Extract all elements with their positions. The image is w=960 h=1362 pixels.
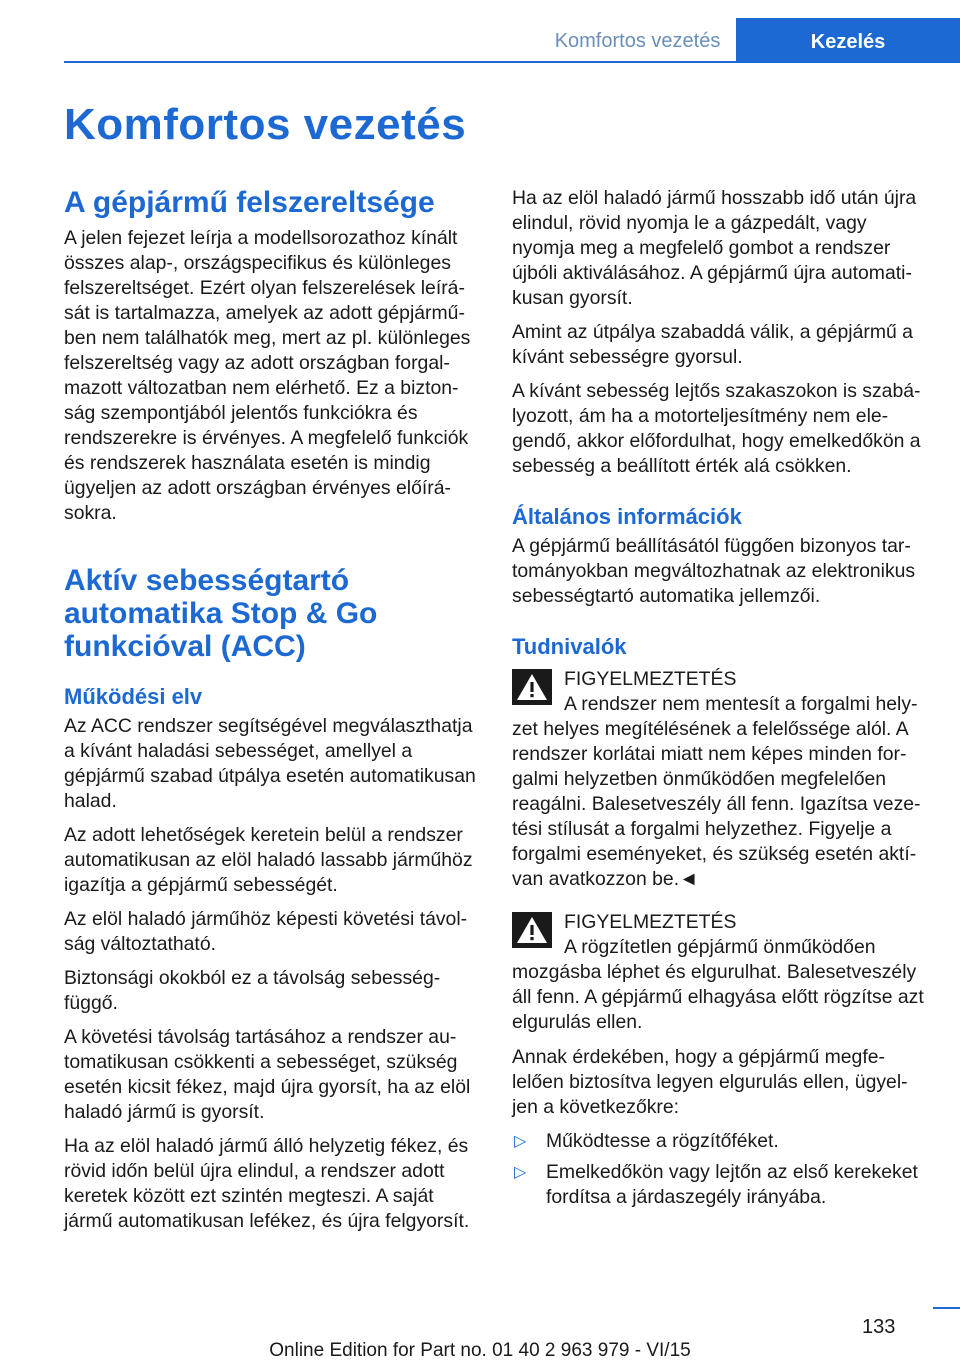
warning-triangle-icon (512, 912, 552, 948)
paragraph: Az adott lehetőségek keretein belül a rendszer automatikusan az elöl haladó lassabb járműhöz igazítja a gépjármű sebességét. (64, 824, 473, 896)
warning-text: A rendszer nem mentesít a forgalmi helyzet helyes megítélésének a felelőssége alól. A rendszer korlátai miatt nem képes minden forgalmi helyzetben önműködően megfelelően reagálni. Balesetveszély áll fenn. Igazítsa vezetési stílusát a forgalmi helyzethez. Figyelje a forgalmi eseményeket, és szükség esetén aktívan avatkozzon be.◄ (512, 693, 921, 890)
triangle-bullet-icon: ▷ (514, 1164, 527, 1181)
heading-notes: Tudnivalók (512, 634, 627, 659)
paragraph: A követési távolság tartásához a rendszer automatikusan csökkenti a sebességet, szükség esetén kicsit fékez, majd újra gyorsít, ha az elöl haladó jármű is gyorsít. (64, 1026, 471, 1123)
warning-heading: FIGYELMEZTETÉS (564, 911, 737, 933)
warning-block (512, 667, 926, 892)
paragraph: Ha az elöl haladó jármű hosszabb idő után újra elindul, rövid nyomja le a gázpedált, vagy nyomja meg a megfelelő gombot a rendszer újbóli aktiválásához. A gépjármű újra automatikusan gyorsít. (512, 187, 917, 309)
right-column (512, 186, 926, 1216)
header-chapter-tab: Kezelés (736, 18, 960, 62)
list-item (512, 1129, 926, 1154)
paragraph-equipment: A jelen fejezet leírja a modellsorozathoz kínált összes alap-, országspecifikus és különleges felszereltséget. Ezért olyan felszerelések leírását is tartalmazza, amelyek az adott gépjárműben nem találhatók meg, mert az pl. különleges felszereltség vagy az adott országban forgalmazott változatban nem elérhető. Ez a biztonság szempontjából jelentős funkciókra és rendszerekre is érvényes. A megfelelő funkciók és rendszerek használata esetén is mindig ügyeljen az adott országban érvényes előírásokra. (64, 227, 471, 524)
footer-rule (933, 1307, 960, 1309)
paragraph: Ha az elöl haladó jármű álló helyzetig fékez, és rövid időn belül újra elindul, a rendszer adott keretek között ezt szintén megteszi. A saját jármű automatikusan lefékez, és újra felgyorsít. (64, 1135, 470, 1232)
paragraph: Biztonsági okokból ez a távolság sebességfüggő. (64, 967, 441, 1014)
page-title: Komfortos vezetés (64, 100, 467, 149)
footer-edition: Online Edition for Part no. 01 40 2 963 979 - VI/15 (269, 1340, 691, 1361)
list-item-text: Működtesse a rögzítőféket. (546, 1130, 779, 1152)
paragraph: A kívánt sebesség lejtős szakaszokon is szabályozott, ám ha a motorteljesítmény nem elegendő, akkor előfordulhat, hogy emelkedőkön a sebesség a beállított érték alá csökken. (512, 380, 921, 477)
page-number: 133 (862, 1316, 896, 1338)
header-rule (64, 61, 960, 63)
paragraph: Az elöl haladó járműhöz képesti követési távolság változtatható. (64, 908, 468, 955)
warning-triangle-icon (512, 669, 552, 705)
warning-block (512, 910, 926, 1035)
heading-general-info: Általános információk (512, 504, 742, 529)
list-item-text: Emelkedőkön vagy lejtőn az első kerekeket fordítsa a járdaszegély irányába. (546, 1161, 918, 1208)
paragraph: Annak érdekében, hogy a gépjármű megfelelően biztosítva legyen elgurulás ellen, ügyeljen a következőkre: (512, 1046, 908, 1118)
paragraph: Az ACC rendszer segítségével megválaszthatja a kívánt haladási sebességet, amellyel a gépjármű szabad útpálya esetén automatikusan halad. (64, 715, 476, 812)
list-item (512, 1160, 926, 1210)
heading-acc: Aktív sebességtartó automatika Stop & Go funkcióval (ACC) (64, 564, 378, 663)
warning-text: A rögzítetlen gépjármű önműködően mozgásba léphet és elgurulhat. Balesetveszély áll fenn. A gépjármű elhagyása előtt rögzítse azt elgurulás ellen. (512, 936, 924, 1033)
left-column (64, 186, 480, 1243)
paragraph: A gépjármű beállításától függően bizonyos tartományokban megváltozhatnak az elektronikus sebességtartó automatika jellemzői. (512, 535, 916, 607)
paragraph: Amint az útpálya szabaddá válik, a gépjármű a kívánt sebességre gyorsul. (512, 321, 913, 368)
heading-principle: Működési elv (64, 684, 203, 709)
triangle-bullet-icon: ▷ (514, 1133, 527, 1150)
warning-heading: FIGYELMEZTETÉS (564, 668, 737, 690)
heading-equipment: A gépjármű felszereltsége (64, 186, 435, 219)
running-header (0, 0, 960, 62)
header-section-label: Komfortos vezetés (554, 30, 721, 52)
